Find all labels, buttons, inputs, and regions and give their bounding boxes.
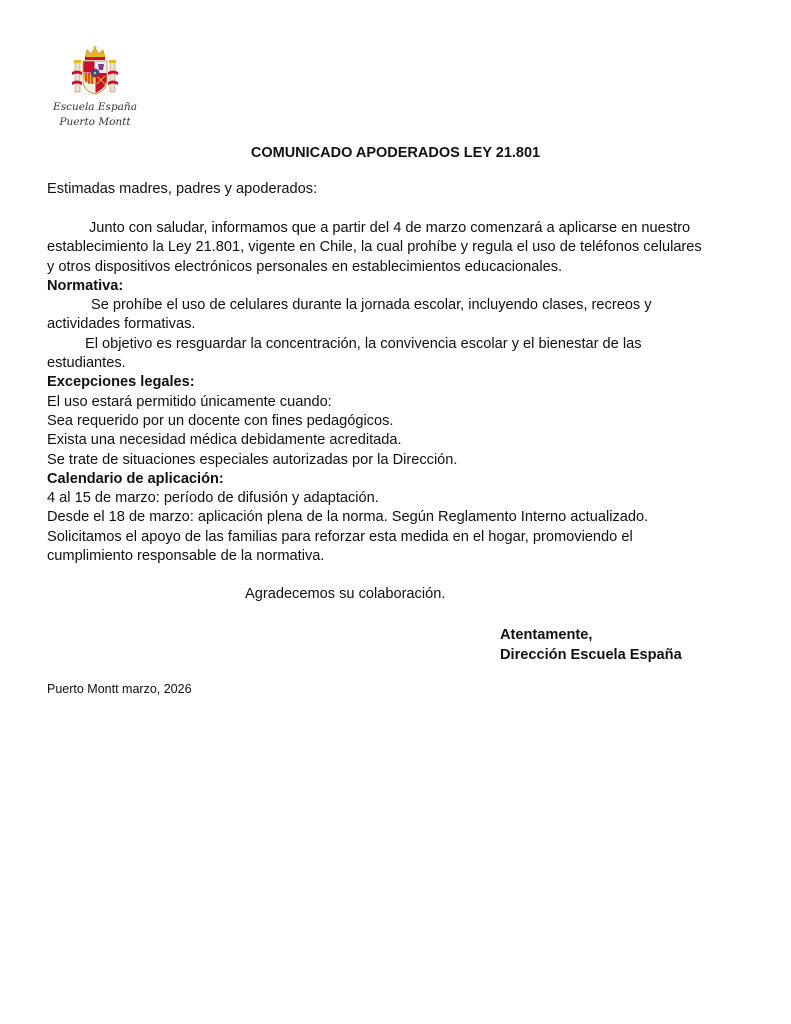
greeting-text: Estimadas madres, padres y apoderados:	[47, 181, 318, 197]
intro-line: Junto con saludar, informamos que a partir del 4 de marzo comenzará a aplicarse en nuestro	[89, 220, 691, 236]
document-body	[47, 219, 757, 566]
school-logo	[50, 44, 140, 130]
document-title: COMUNICADO APODERADOS LEY 21.801	[250, 145, 541, 161]
normativa-line: Se prohíbe el uso de celulares durante la jornada escolar, incluyendo clases, recreos y	[91, 297, 652, 314]
section-heading-normativa: Normativa:	[47, 277, 124, 294]
calendario-line: 4 al 15 de marzo: período de difusión y adaptación.	[47, 490, 379, 507]
section-heading-calendario: Calendario de aplicación:	[47, 470, 224, 487]
excepciones-line: Se trate de situaciones especiales autorizadas por la Dirección.	[47, 451, 458, 468]
closing-signer: Dirección Escuela España	[500, 647, 682, 663]
excepciones-line: Sea requerido por un docente con fines pedagógicos.	[47, 412, 394, 429]
normativa-line: actividades formativas.	[47, 316, 196, 333]
calendario-line: Desde el 18 de marzo: aplicación plena de la norma. Según Reglamento Interno actualizado.	[47, 509, 649, 526]
calendario-line: cumplimiento responsable de la normativa.	[47, 548, 325, 565]
logo-city: Puerto Montt	[59, 116, 131, 128]
excepciones-line: El uso estará permitido únicamente cuando:	[47, 393, 332, 410]
intro-line: establecimiento la Ley 21.801, vigente en Chile, la cual prohíbe y regula el uso de teléfonos celulares	[47, 239, 702, 256]
coat-of-arms-icon	[67, 44, 123, 100]
greeting	[47, 180, 757, 199]
normativa-line: El objetivo es resguardar la concentración, la convivencia escolar y el bienestar de las	[85, 335, 642, 352]
logo-school-name: Escuela España	[53, 101, 137, 113]
closing-salutation: Atentamente,	[500, 627, 593, 643]
calendario-line: Solicitamos el apoyo de las familias para reforzar esta medida en el hogar, promoviendo el	[47, 528, 633, 545]
normativa-line: estudiantes.	[47, 355, 126, 372]
thanks-text: Agradecemos su colaboración.	[245, 586, 446, 602]
document-date: Puerto Montt marzo, 2026	[47, 682, 192, 696]
section-heading-excepciones: Excepciones legales:	[47, 374, 195, 391]
closing-signature	[500, 625, 682, 665]
excepciones-line: Exista una necesidad médica debidamente acreditada.	[47, 432, 402, 449]
intro-line: y otros dispositivos electrónicos personales en establecimientos educacionales.	[47, 258, 563, 275]
